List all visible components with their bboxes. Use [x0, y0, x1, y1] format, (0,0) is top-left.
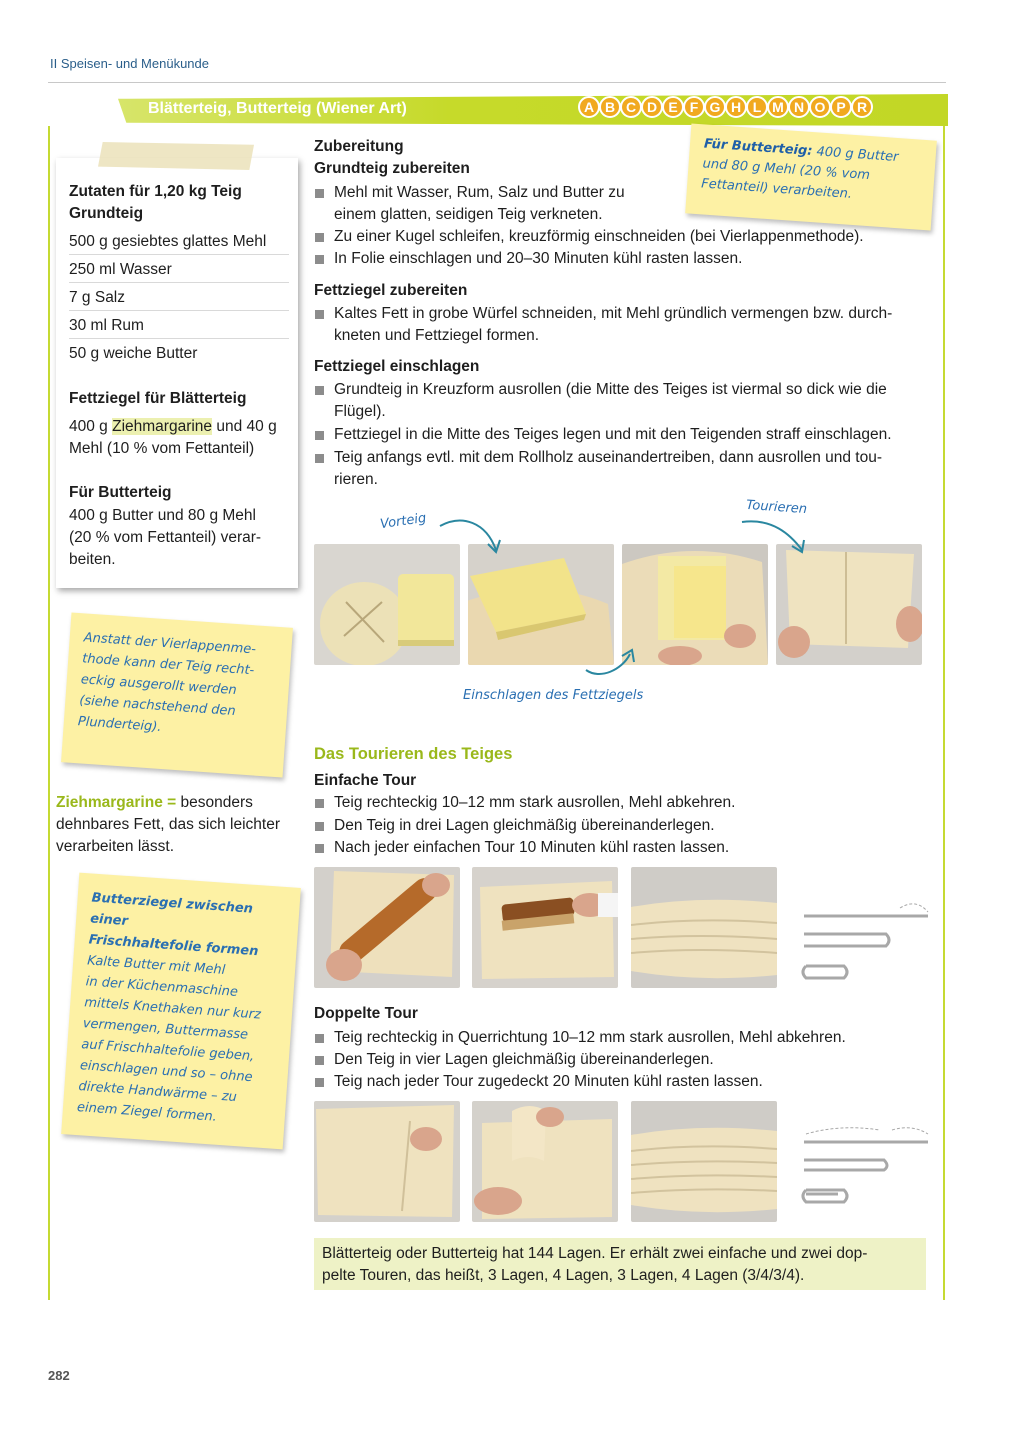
- ingredient-divider: [69, 338, 289, 339]
- grundteig-heading: Grundteig zubereiten: [314, 160, 470, 177]
- alphabet-letter: A: [578, 96, 600, 118]
- doppelte-tour-heading: Doppelte Tour: [314, 1005, 418, 1022]
- alphabet-letter: O: [809, 96, 831, 118]
- tip-note-line: Anstatt der Vierlappenme-: [83, 630, 257, 658]
- fettziegel-einschlagen-heading: Fettziegel einschlagen: [314, 358, 480, 375]
- butterteig-note-line: und 80 g Mehl (20 % vom: [702, 156, 871, 184]
- bullet-line: Grundteig in Kreuzform ausrollen (die Mitte des Teiges ist viermal so dick wie die: [334, 381, 887, 398]
- einfache-tour-heading: Einfache Tour: [314, 772, 417, 789]
- fett-pre: 400 g: [69, 418, 113, 435]
- bullet-line: Mehl mit Wasser, Rum, Salz und Butter zu: [334, 184, 625, 201]
- butterziegel-line: mittels Knethaken nur kurz: [83, 995, 262, 1023]
- alphabet-letter: F: [683, 96, 705, 118]
- summary-box: [314, 1238, 926, 1290]
- einfache-tour-diagram: [800, 894, 932, 986]
- tip-note-line: thode kann der Teig recht-: [81, 651, 255, 679]
- bullet-item: [314, 248, 742, 270]
- ingredient-item: 30 ml Rum: [69, 317, 144, 334]
- bullet-line: rieren.: [334, 471, 378, 488]
- butterteig-line: 400 g Butter und 80 g Mehl: [69, 507, 256, 524]
- chapter-header: II Speisen- und Menükunde: [50, 56, 209, 71]
- bullet-item: [314, 447, 882, 491]
- definition-eq: =: [162, 794, 181, 811]
- bullet-item: [314, 424, 892, 446]
- frame-left-border: [48, 126, 50, 1300]
- definition-text: besonders: [180, 794, 253, 811]
- butterziegel-line: einem Ziegel formen.: [76, 1099, 218, 1125]
- alphabet-letter: E: [662, 96, 684, 118]
- tip-note-line: Plunderteig).: [77, 714, 162, 735]
- butterziegel-line: auf Frischhaltefolie geben,: [80, 1037, 255, 1065]
- definition-line: [56, 792, 306, 814]
- page-number: 282: [48, 1368, 70, 1383]
- definition-box: [56, 792, 306, 858]
- butterteig-line: (20 % vom Fettanteil) verar-: [69, 529, 262, 546]
- label-vorteig: Vorteig: [379, 510, 428, 533]
- bullet-line: Nach jeder einfachen Tour 10 Minuten kühl rasten lassen.: [334, 839, 730, 856]
- bullet-line: Teig rechteckig 10–12 mm stark ausrollen, Mehl abkehren.: [334, 794, 736, 811]
- butterteig-note-line: Fettanteil) verarbeiten.: [700, 176, 853, 202]
- tip-note-line: (siehe nachstehend den: [78, 693, 237, 720]
- bullet-line: Zu einer Kugel schleifen, kreuzförmig einschneiden (bei Vierlappenmethode).: [334, 228, 864, 245]
- ingredient-item: 500 g gesiebtes glattes Mehl: [69, 233, 267, 250]
- bullet-item: [314, 1027, 846, 1049]
- photo-doppelte-lagen: [631, 1101, 777, 1222]
- butterziegel-line: in der Küchenmaschine: [85, 974, 239, 1000]
- butterteig-note-title: Für Butterteig:: [703, 136, 813, 160]
- ingredient-divider: [69, 254, 289, 255]
- fettziegel-line: Mehl (10 % vom Fettanteil): [69, 440, 255, 457]
- recipe-heading: Zutaten für 1,20 kg Teig: [69, 183, 242, 200]
- butterteig-note: [685, 124, 937, 231]
- header-divider: [48, 82, 946, 83]
- summary-line: pelte Touren, das heißt, 3 Lagen, 4 Lagen, 3 Lagen, 4 Lagen (3/4/3/4).: [322, 1267, 805, 1284]
- bullet-line: Den Teig in drei Lagen gleichmäßig übereinanderlegen.: [334, 817, 715, 834]
- definition-term: Ziehmargarine: [56, 794, 163, 811]
- bullet-line: Teig anfangs evtl. mit dem Rollholz auseinandertreiben, dann ausrollen und tou-: [334, 449, 883, 466]
- alphabet-letter: M: [767, 96, 789, 118]
- tape-strip: [98, 142, 254, 170]
- butterziegel-line: Kalte Butter mit Mehl: [86, 953, 226, 978]
- bullet-item: [314, 837, 729, 859]
- photo-arrows: [372, 497, 932, 710]
- bullet-item: [314, 1071, 763, 1093]
- ziehmargarine-highlight: Ziehmargarine: [112, 418, 213, 435]
- bullet-item: [314, 182, 625, 226]
- definition-line: verarbeiten lässt.: [56, 838, 175, 855]
- bullet-line: kneten und Fettziegel formen.: [334, 327, 540, 344]
- butterziegel-title: Frischhaltefolie formen: [88, 932, 259, 960]
- tip-note: [61, 612, 293, 777]
- bullet-line: Flügel).: [334, 403, 386, 420]
- bullet-item: [314, 792, 735, 814]
- ingredient-item: 250 ml Wasser: [69, 261, 172, 278]
- frame-right-border: [943, 126, 945, 1300]
- alphabet-index: [578, 96, 872, 118]
- alphabet-letter: N: [788, 96, 810, 118]
- bullet-item: [314, 379, 887, 423]
- bullet-item: [314, 815, 715, 837]
- bullet-line: Teig rechteckig in Querrichtung 10–12 mm stark ausrollen, Mehl abkehren.: [334, 1029, 846, 1046]
- photo-drei-lagen: [631, 867, 777, 988]
- bullet-line: einem glatten, seidigen Teig verkneten.: [334, 206, 603, 223]
- bullet-line: Fettziegel in die Mitte des Teiges legen und mit den Teigenden straff einschlagen.: [334, 426, 892, 443]
- butterziegel-line: einschlagen und so – ohne: [79, 1058, 254, 1086]
- fettziegel-zubereiten-heading: Fettziegel zubereiten: [314, 282, 468, 299]
- ingredient-item: 50 g weiche Butter: [69, 345, 198, 362]
- butterziegel-title: Butterziegel zwischen einer: [89, 890, 254, 930]
- zubereitung-heading: Zubereitung: [314, 138, 404, 155]
- bullet-item: [314, 303, 892, 347]
- fett-post: und 40 g: [212, 418, 277, 435]
- alphabet-letter: C: [620, 96, 642, 118]
- ingredient-divider: [69, 310, 289, 311]
- bullet-item: [314, 1049, 714, 1071]
- label-tourieren: Tourieren: [745, 497, 808, 518]
- alphabet-letter: H: [725, 96, 747, 118]
- butterteig-heading: Für Butterteig: [69, 484, 172, 501]
- ingredient-divider: [69, 282, 289, 283]
- butterteig-note-text: 400 g Butter: [811, 144, 899, 166]
- butterziegel-line: direkte Handwärme – zu: [77, 1079, 238, 1106]
- tourieren-heading: Das Tourieren des Teiges: [314, 745, 513, 763]
- definition-line: dehnbares Fett, das sich leichter: [56, 816, 281, 833]
- doppelte-tour-diagram: [800, 1122, 932, 1218]
- recipe-subheading: Grundteig: [69, 205, 144, 222]
- photo-vier-lagen: [472, 1101, 618, 1222]
- bullet-line: In Folie einschlagen und 20–30 Minuten kühl rasten lassen.: [334, 250, 743, 267]
- fettziegel-line: [69, 416, 291, 438]
- bullet-item: [314, 226, 864, 248]
- page-title: Blätterteig, Butterteig (Wiener Art): [148, 100, 407, 117]
- butterteig-line: beiten.: [69, 551, 116, 568]
- ingredient-item: 7 g Salz: [69, 289, 126, 306]
- butterziegel-line: vermengen, Buttermasse: [82, 1016, 249, 1043]
- alphabet-letter: B: [599, 96, 621, 118]
- bullet-line: Teig nach jeder Tour zugedeckt 20 Minuten kühl rasten lassen.: [334, 1073, 763, 1090]
- photo-querrichtung: [314, 1101, 460, 1222]
- alphabet-letter: R: [851, 96, 873, 118]
- bullet-line: Kaltes Fett in grobe Würfel schneiden, mit Mehl gründlich vermengen bzw. durch-: [334, 305, 893, 322]
- label-einschlagen: Einschlagen des Fettziegels: [463, 688, 644, 703]
- photo-ausrollen: [314, 867, 460, 988]
- alphabet-letter: G: [704, 96, 726, 118]
- photo-mehl-abkehren: [472, 867, 618, 988]
- alphabet-letter: P: [830, 96, 852, 118]
- bullet-line: Den Teig in vier Lagen gleichmäßig übereinanderlegen.: [334, 1051, 714, 1068]
- tip-note-line: eckig ausgerollt werden: [80, 672, 238, 699]
- alphabet-letter: D: [641, 96, 663, 118]
- summary-line: Blätterteig oder Butterteig hat 144 Lagen. Er erhält zwei einfache und zwei dop-: [322, 1245, 868, 1262]
- butterziegel-note: [61, 873, 301, 1150]
- fettziegel-heading: Fettziegel für Blätterteig: [69, 390, 247, 407]
- alphabet-letter: L: [746, 96, 768, 118]
